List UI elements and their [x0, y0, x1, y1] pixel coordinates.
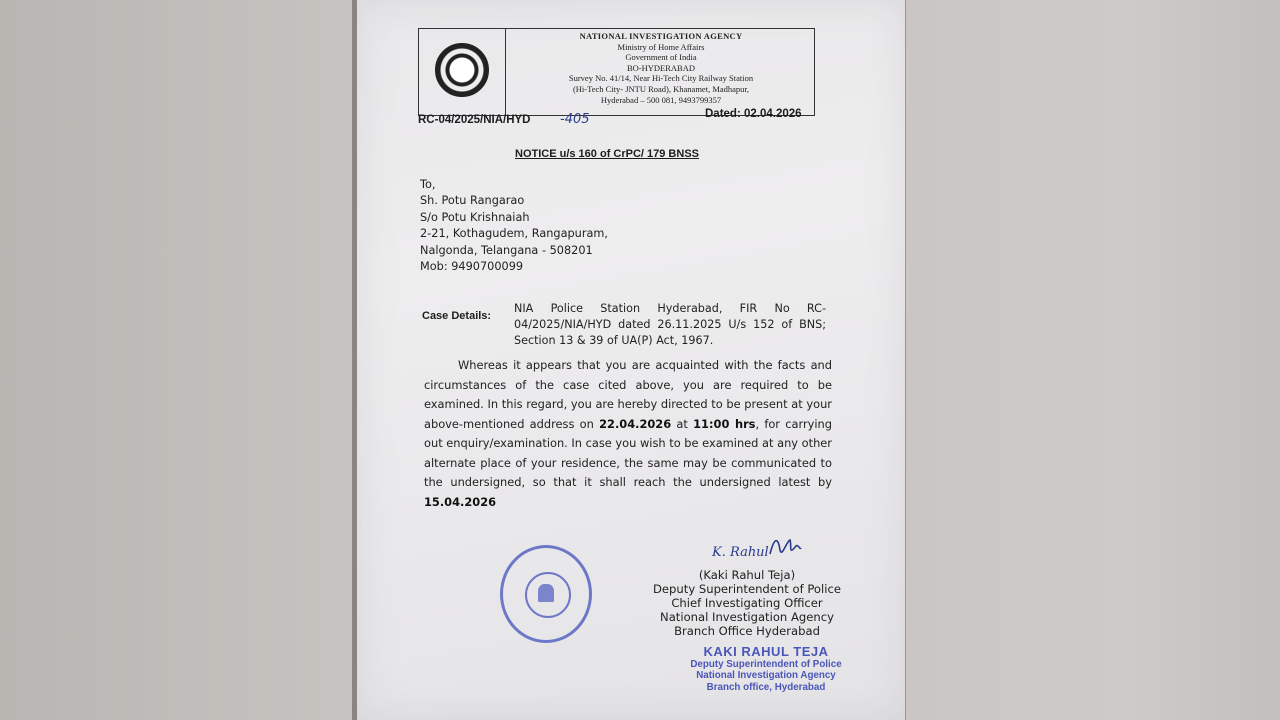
signatory-office: Branch Office Hyderabad: [674, 624, 820, 638]
address-line-3: Hyderabad – 500 081, 9493799357: [600, 94, 722, 105]
nia-emblem-icon: [435, 43, 489, 97]
recipient-relation: S/o Potu Krishnaiah: [420, 210, 530, 224]
signatory-block: [640, 568, 854, 638]
address-line-2: (Hi-Tech City- JNTU Road), Khanamet, Madhapur,: [572, 83, 750, 94]
deadline-date: 15.04.2026: [424, 494, 497, 509]
body-part-1: Whereas it appears that you are acquainted with the facts and circumstances of the case cited above, you are required to be examined. In this regard, you are hereby directed to be present at your above-mentioned address on: [424, 358, 832, 431]
notice-body: [424, 356, 832, 512]
appearance-time: 11:00 hrs: [693, 416, 756, 431]
body-at: at: [676, 416, 688, 431]
stamp-name: KAKI RAHUL TEJA: [703, 644, 829, 659]
stamp-designation: Deputy Superintendent of Police: [690, 659, 842, 670]
letterhead-text: [511, 31, 811, 105]
recipient-mobile: Mob: 9490700099: [420, 260, 524, 274]
seal-emblem: [538, 584, 554, 602]
official-seal-icon: [500, 545, 592, 643]
background-right: [905, 0, 1280, 720]
body-part-2: , for carrying out enquiry/examination. In case you wish to be examined at any other alternate place of your residence, the same may be communicated to the undersigned, so that it shall reach the undersigned latest by: [424, 416, 832, 489]
recipient-address: [420, 177, 608, 275]
letterhead-divider: [505, 29, 506, 115]
agency-name: NATIONAL INVESTIGATION AGENCY: [579, 31, 743, 41]
case-details-label: Case Details:: [422, 310, 492, 322]
stamp-office: Branch office, Hyderabad: [706, 681, 826, 693]
branch-name: BO-HYDERABAD: [627, 62, 695, 73]
letterhead: [418, 28, 815, 116]
recipient-name: Sh. Potu Rangarao: [420, 194, 525, 208]
signatory-agency: National Investigation Agency: [660, 610, 834, 624]
ministry-name: Ministry of Home Affairs: [617, 41, 705, 52]
name-stamp: [660, 644, 872, 693]
signatory-designation: Deputy Superintendent of Police: [653, 582, 841, 596]
address-line-1: Survey No. 41/14, Near Hi-Tech City Railway Station: [568, 73, 754, 84]
appearance-date: 22.04.2026: [599, 416, 672, 431]
recipient-address-1: 2-21, Kothagudem, Rangapuram,: [420, 227, 608, 241]
signatory-role: Chief Investigating Officer: [671, 596, 823, 610]
handwritten-number: -405: [560, 112, 590, 127]
recipient-address-2: Nalgonda, Telangana - 508201: [420, 243, 593, 257]
government-name: Government of India: [625, 52, 697, 63]
reference-number: RC-04/2025/NIA/HYD: [418, 114, 531, 126]
case-details-text: NIA Police Station Hyderabad, FIR No RC-04/2025/NIA/HYD dated 26.11.2025 U/s 152 of BNS; Section 13 & 39 of UA(P) Act, 1967.: [514, 302, 826, 347]
signature-flourish-icon: [768, 532, 802, 562]
signatory-name: (Kaki Rahul Teja): [698, 568, 796, 582]
background-left: [0, 0, 355, 720]
notice-date: Dated: 02.04.2026: [705, 108, 802, 120]
to-label: To,: [420, 178, 436, 191]
notice-subject: NOTICE u/s 160 of CrPC/ 179 BNSS: [515, 148, 699, 160]
handwritten-signature: K. Rahul: [712, 545, 769, 560]
stamp-agency: National Investigation Agency: [696, 670, 836, 682]
